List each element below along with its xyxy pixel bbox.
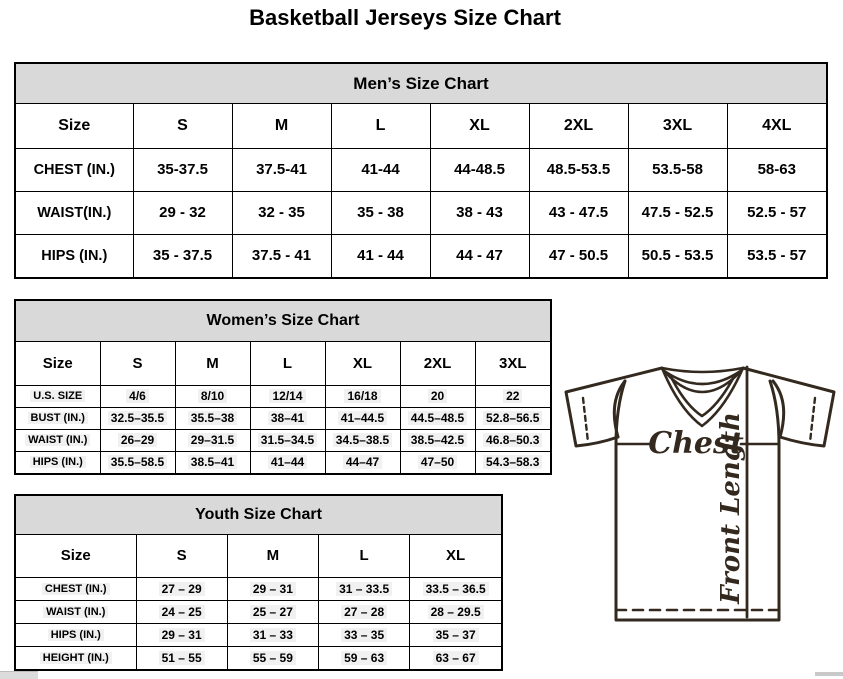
- size-cell: 44.5–48.5: [400, 407, 475, 429]
- table-corner-label: Size: [16, 535, 136, 577]
- size-cell: 44–47: [325, 451, 400, 473]
- size-cell: 16/18: [325, 385, 400, 407]
- size-cell: 27 – 29: [136, 577, 227, 600]
- size-cell: 55 – 59: [227, 646, 318, 669]
- scrollbar-fragment-left[interactable]: [0, 671, 38, 679]
- table-row: [16, 451, 550, 473]
- size-cell: 53.5-58: [628, 148, 727, 191]
- size-cell: 29 – 31: [136, 623, 227, 646]
- womens-size-chart: [14, 299, 552, 475]
- column-header: S: [136, 535, 227, 577]
- table-row: [16, 148, 826, 191]
- size-cell: 58-63: [727, 148, 826, 191]
- mens-size-table: [16, 104, 826, 277]
- column-header: M: [232, 104, 331, 148]
- size-cell: 54.3–58.3: [475, 451, 550, 473]
- size-cell: 29–31.5: [175, 429, 250, 451]
- row-label: HIPS (IN.): [16, 234, 133, 277]
- size-cell: 29 – 31: [227, 577, 318, 600]
- size-cell: 41-44: [331, 148, 430, 191]
- size-cell: 35.5–58.5: [100, 451, 175, 473]
- size-cell: 8/10: [175, 385, 250, 407]
- size-cell: 22: [475, 385, 550, 407]
- size-cell: 53.5 - 57: [727, 234, 826, 277]
- scrollbar-fragment-right[interactable]: [815, 672, 843, 676]
- size-cell: 29 - 32: [133, 191, 232, 234]
- column-header: 3XL: [628, 104, 727, 148]
- size-cell: 25 – 27: [227, 600, 318, 623]
- jersey-outline: [566, 368, 834, 620]
- row-label: HEIGHT (IN.): [16, 646, 136, 669]
- table-row: [16, 407, 550, 429]
- size-cell: 35 - 37.5: [133, 234, 232, 277]
- table-row: [16, 600, 501, 623]
- size-cell: 50.5 - 53.5: [628, 234, 727, 277]
- page-title: Basketball Jerseys Size Chart: [249, 5, 561, 30]
- size-cell: 4/6: [100, 385, 175, 407]
- size-cell: 51 – 55: [136, 646, 227, 669]
- front-length-label: Front Length: [716, 412, 746, 604]
- size-cell: 41–44.5: [325, 407, 400, 429]
- table-row: [16, 646, 501, 669]
- column-header: L: [319, 535, 410, 577]
- size-cell: 34.5–38.5: [325, 429, 400, 451]
- column-header: S: [100, 342, 175, 385]
- size-cell: 24 – 25: [136, 600, 227, 623]
- size-cell: 38.5–42.5: [400, 429, 475, 451]
- column-header: L: [250, 342, 325, 385]
- column-header: L: [331, 104, 430, 148]
- column-header: M: [175, 342, 250, 385]
- size-cell: 63 – 67: [410, 646, 501, 669]
- column-header: 2XL: [529, 104, 628, 148]
- chest-label: Chest: [648, 426, 744, 461]
- row-label: BUST (IN.): [16, 407, 100, 429]
- size-cell: 44 - 47: [430, 234, 529, 277]
- size-cell: 33 – 35: [319, 623, 410, 646]
- size-cell: 38 - 43: [430, 191, 529, 234]
- size-cell: 37.5 - 41: [232, 234, 331, 277]
- size-cell: 47 - 50.5: [529, 234, 628, 277]
- size-header-row: [16, 535, 501, 577]
- row-label: WAIST (IN.): [16, 429, 100, 451]
- size-cell: 47.5 - 52.5: [628, 191, 727, 234]
- row-label: HIPS (IN.): [16, 451, 100, 473]
- size-cell: 31.5–34.5: [250, 429, 325, 451]
- youth-chart-title: Youth Size Chart: [16, 496, 501, 535]
- size-header-row: [16, 104, 826, 148]
- size-cell: 32.5–35.5: [100, 407, 175, 429]
- column-header: XL: [325, 342, 400, 385]
- size-cell: 32 - 35: [232, 191, 331, 234]
- womens-size-table: [16, 342, 550, 473]
- table-corner-label: Size: [16, 104, 133, 148]
- size-cell: 27 – 28: [319, 600, 410, 623]
- size-cell: 48.5-53.5: [529, 148, 628, 191]
- table-corner-label: Size: [16, 342, 100, 385]
- size-cell: 37.5-41: [232, 148, 331, 191]
- table-row: [16, 234, 826, 277]
- size-cell: 38.5–41: [175, 451, 250, 473]
- size-cell: 20: [400, 385, 475, 407]
- size-cell: 41 - 44: [331, 234, 430, 277]
- size-cell: 35 – 37: [410, 623, 501, 646]
- size-cell: 52.8–56.5: [475, 407, 550, 429]
- table-row: [16, 623, 501, 646]
- table-row: [16, 385, 550, 407]
- row-label: WAIST (IN.): [16, 600, 136, 623]
- size-cell: 35 - 38: [331, 191, 430, 234]
- size-cell: 47–50: [400, 451, 475, 473]
- column-header: S: [133, 104, 232, 148]
- womens-chart-title: Women’s Size Chart: [16, 301, 550, 342]
- row-label: WAIST(IN.): [16, 191, 133, 234]
- row-label: HIPS (IN.): [16, 623, 136, 646]
- column-header: XL: [430, 104, 529, 148]
- size-cell: 26–29: [100, 429, 175, 451]
- youth-size-table: [16, 535, 501, 669]
- size-cell: 46.8–50.3: [475, 429, 550, 451]
- table-row: [16, 577, 501, 600]
- mens-chart-title: Men’s Size Chart: [16, 64, 826, 104]
- size-cell: 12/14: [250, 385, 325, 407]
- size-cell: 31 – 33.5: [319, 577, 410, 600]
- table-row: [16, 191, 826, 234]
- column-header: 4XL: [727, 104, 826, 148]
- size-cell: 31 – 33: [227, 623, 318, 646]
- jersey-measurement-diagram: [558, 356, 840, 630]
- column-header: M: [227, 535, 318, 577]
- size-cell: 28 – 29.5: [410, 600, 501, 623]
- column-header: XL: [410, 535, 501, 577]
- column-header: 3XL: [475, 342, 550, 385]
- size-cell: 59 – 63: [319, 646, 410, 669]
- youth-size-chart: [14, 494, 503, 671]
- table-row: [16, 429, 550, 451]
- size-cell: 44-48.5: [430, 148, 529, 191]
- size-cell: 35.5–38: [175, 407, 250, 429]
- size-cell: 43 - 47.5: [529, 191, 628, 234]
- row-label: CHEST (IN.): [16, 577, 136, 600]
- size-cell: 38–41: [250, 407, 325, 429]
- size-cell: 35-37.5: [133, 148, 232, 191]
- mens-size-chart: [14, 62, 828, 279]
- size-cell: 41–44: [250, 451, 325, 473]
- size-cell: 52.5 - 57: [727, 191, 826, 234]
- size-header-row: [16, 342, 550, 385]
- size-cell: 33.5 – 36.5: [410, 577, 501, 600]
- row-label: U.S. SIZE: [16, 385, 100, 407]
- column-header: 2XL: [400, 342, 475, 385]
- row-label: CHEST (IN.): [16, 148, 133, 191]
